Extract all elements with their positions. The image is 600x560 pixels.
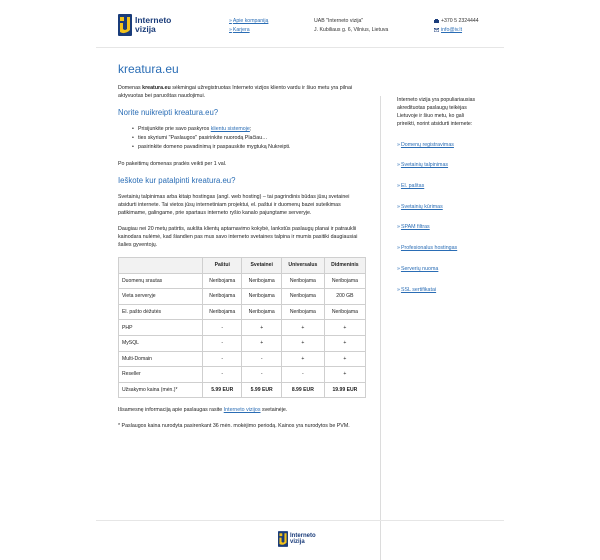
table-cell: 200 GB xyxy=(324,289,365,305)
table-cell: - xyxy=(242,351,281,367)
email-row xyxy=(434,26,479,35)
logo-line1: Interneto xyxy=(135,15,172,25)
step-text: ties skyriumi "Paslaugos" pasirinkite nuorodą Plačiau… xyxy=(138,135,268,141)
redirect-steps xyxy=(132,125,368,152)
table-cell: + xyxy=(281,335,324,351)
price-cell: 5.99 EUR xyxy=(242,382,281,398)
more-info-prefix: Išsamesnę informaciją apie paslaugas rasite xyxy=(118,407,224,414)
sidebar-item-server-rental[interactable] xyxy=(397,265,480,273)
sidebar-links xyxy=(397,141,480,294)
plans-table xyxy=(118,257,366,398)
sidebar-item-domain-registration[interactable] xyxy=(397,141,480,149)
email-link[interactable]: info@iv.lt xyxy=(441,27,463,33)
hosting-heading: Ieškote kur patalpinti kreatura.eu? xyxy=(118,176,236,185)
arrow-icon: » xyxy=(397,224,400,231)
sidebar-item-pro-hosting[interactable] xyxy=(397,244,480,252)
sidebar-intro: Interneto vizija yra populiariausias akredituotas paslaugų teikėjas Lietuvoje ir šiuo metu, ko gali prireikti, norint atsidurti internete: xyxy=(397,97,476,127)
table-cell: + xyxy=(242,335,281,351)
table-row xyxy=(119,367,366,383)
table-row xyxy=(119,289,366,305)
table-row xyxy=(119,320,366,336)
table-cell: Neribojama xyxy=(242,304,281,320)
sidebar-item-web-design[interactable] xyxy=(397,203,480,211)
table-cell: + xyxy=(324,320,365,336)
more-info-text xyxy=(118,406,368,414)
table-cell: - xyxy=(203,367,242,383)
list-item xyxy=(132,134,368,143)
sidebar-link-label[interactable]: Serverių nuoma xyxy=(400,265,439,272)
arrow-icon: » xyxy=(397,183,400,190)
logo-text xyxy=(135,16,171,34)
price-cell: 19.99 EUR xyxy=(324,382,365,398)
table-row xyxy=(119,335,366,351)
table-cell: MySQL xyxy=(119,335,203,351)
career-link-label: Karjera xyxy=(232,27,250,33)
table-cell: Vieta serveryje xyxy=(119,289,203,305)
phone-row xyxy=(434,17,479,26)
sidebar-link-label[interactable]: SPAM filtras xyxy=(400,224,430,231)
sidebar-link-label[interactable]: SSL sertifikatai xyxy=(400,286,437,293)
sidebar-link-label[interactable]: Domenų registravimas xyxy=(400,141,454,148)
table-cell: - xyxy=(203,335,242,351)
career-link[interactable] xyxy=(229,26,268,35)
client-system-link[interactable]: klientu sistemoje xyxy=(210,126,250,132)
table-cell: Neribojama xyxy=(281,304,324,320)
footer-logo-text xyxy=(290,533,316,545)
sidebar-link-label[interactable]: Svetainių talpinimas xyxy=(400,162,449,169)
list-item xyxy=(132,143,368,152)
intro-domain: kreatura.eu xyxy=(142,85,171,91)
contact-info xyxy=(434,17,479,35)
table-cell: - xyxy=(203,351,242,367)
table-cell: - xyxy=(281,367,324,383)
table-header: Universalus xyxy=(281,258,324,274)
table-header: Paštui xyxy=(203,258,242,274)
table-cell: Neribojama xyxy=(242,289,281,305)
main-content xyxy=(118,62,368,438)
price-cell: 5.99 EUR xyxy=(203,382,242,398)
header-links xyxy=(229,17,268,35)
table-cell: + xyxy=(324,335,365,351)
intro-suffix: sėkmingai užregistruotas Interneto vizijos kliento vardu ir šiuo metu yra pilnai aktyvuotas bei paruoštas naudojimui. xyxy=(118,85,353,99)
logo-mark-icon xyxy=(278,531,288,547)
hosting-paragraph-2: Daugiau nei 20 metų patirtis, aukšta klientų aptarnavimo kokybė, lankstūs paslaugų planai ir patrauklii kainodara nulėmė, kad šiandien pas mus savo interneto svetaines talpina ir mumis pasitiki daugiausiai šalies gyventojų. xyxy=(118,226,358,248)
footer-logo[interactable] xyxy=(278,531,316,547)
phone-icon xyxy=(434,19,439,23)
footer xyxy=(96,520,504,560)
table-cell: Multi-Domain xyxy=(119,351,203,367)
table-cell: Neribojama xyxy=(203,304,242,320)
table-cell: Neribojama xyxy=(281,289,324,305)
table-cell: Neribojama xyxy=(324,304,365,320)
step-text-end: ; xyxy=(249,126,252,132)
hosting-paragraph-1: Svetainių talpinimas arba kitaip hostingas (angl. web hosting) – tai pagrindinis būdas jūsų svetainei atsidurti internete. Tai vietos jūsų internetiniam projektui, el. paštui ir duomenų bazei suteikimas patikimame, galingame, prie spartaus interneto ryšio kanalo pajungtame serveryje. xyxy=(118,194,350,216)
sidebar-link-label[interactable]: Profesionalus hostingas xyxy=(400,245,458,252)
company-info xyxy=(314,17,388,35)
sidebar-item-ssl[interactable] xyxy=(397,286,480,294)
table-header-row xyxy=(119,258,366,274)
page-title: kreatura.eu xyxy=(118,62,179,76)
table-header: Didmeninis xyxy=(324,258,365,274)
table-header: Svetainei xyxy=(242,258,281,274)
sidebar-item-email[interactable] xyxy=(397,182,480,190)
sidebar-link-label[interactable]: Svetainių kūrimas xyxy=(400,203,443,210)
table-cell: + xyxy=(281,351,324,367)
table-cell: - xyxy=(242,367,281,383)
table-row xyxy=(119,273,366,289)
table-cell: El. pašto dėžutės xyxy=(119,304,203,320)
phone-number: +370 5 2324444 xyxy=(441,18,479,24)
step-text: Prisijunkite prie savo paskyros xyxy=(138,126,211,132)
company-address: J. Kubiliaus g. 6, Vilnius, Lietuva xyxy=(314,27,389,33)
redirect-heading: Norite nuikreipti kreatura.eu? xyxy=(118,108,219,117)
table-cell: Užsakymo kaina (mėn.)* xyxy=(119,382,203,398)
price-cell: 8.99 EUR xyxy=(281,382,324,398)
logo[interactable] xyxy=(118,14,171,36)
table-cell: + xyxy=(242,320,281,336)
page xyxy=(96,0,504,560)
arrow-icon: » xyxy=(397,162,400,169)
header xyxy=(96,0,504,48)
table-row xyxy=(119,351,366,367)
arrow-icon: » xyxy=(229,27,232,33)
arrow-icon: » xyxy=(397,141,400,148)
arrow-icon: » xyxy=(397,203,400,210)
table-cell: Neribojama xyxy=(203,273,242,289)
intro-prefix: Domenas xyxy=(118,85,143,91)
intro-text xyxy=(118,84,368,100)
table-cell: Neribojama xyxy=(324,273,365,289)
price-row xyxy=(119,382,366,398)
table-body xyxy=(119,273,366,398)
sidebar-item-web-hosting[interactable] xyxy=(397,161,480,169)
footer-logo-line2: vizija xyxy=(290,539,305,545)
table-cell: Reseller xyxy=(119,367,203,383)
table-cell: Neribojama xyxy=(242,273,281,289)
sidebar-link-label[interactable]: El. paštas xyxy=(400,183,425,190)
arrow-icon: » xyxy=(229,18,232,24)
step-text: pasirinkite domeno pavadinimą ir paspauskite mygtuką Nukreipti. xyxy=(138,144,291,150)
logo-mark-icon xyxy=(118,14,132,36)
arrow-icon: » xyxy=(397,245,400,252)
arrow-icon: » xyxy=(397,286,400,293)
price-footnote: * Paslaugos kaina nurodyta pasirenkant 36 mėn. mokėjimo periodą. Kainos yra nurodytos be PVM. xyxy=(118,423,350,430)
table-cell: + xyxy=(281,320,324,336)
table-header xyxy=(119,258,203,274)
company-name: UAB "Interneto vizija" xyxy=(314,18,364,24)
logo-line2: vizija xyxy=(135,24,156,34)
after-steps-text: Po pakeitimų domenas pradės veikti per 1 val. xyxy=(118,161,227,167)
table-cell: Neribojama xyxy=(203,289,242,305)
arrow-icon: » xyxy=(397,265,400,272)
table-cell: PHP xyxy=(119,320,203,336)
table-cell: + xyxy=(324,367,365,383)
about-link[interactable] xyxy=(229,17,268,26)
sidebar xyxy=(380,96,480,560)
email-icon xyxy=(434,28,439,32)
table-cell: - xyxy=(203,320,242,336)
sidebar-item-spam-filter[interactable] xyxy=(397,223,480,231)
table-row xyxy=(119,304,366,320)
more-info-suffix: svetainėje. xyxy=(260,407,288,414)
iv-website-link[interactable]: Interneto vizijos xyxy=(223,407,261,414)
table-cell: Neribojama xyxy=(281,273,324,289)
list-item xyxy=(132,125,368,134)
table-cell: Duomenų srautas xyxy=(119,273,203,289)
about-link-label: Apie kompaniją xyxy=(232,18,269,24)
table-cell: + xyxy=(324,351,365,367)
footer-logo-line1: Interneto xyxy=(290,533,316,539)
